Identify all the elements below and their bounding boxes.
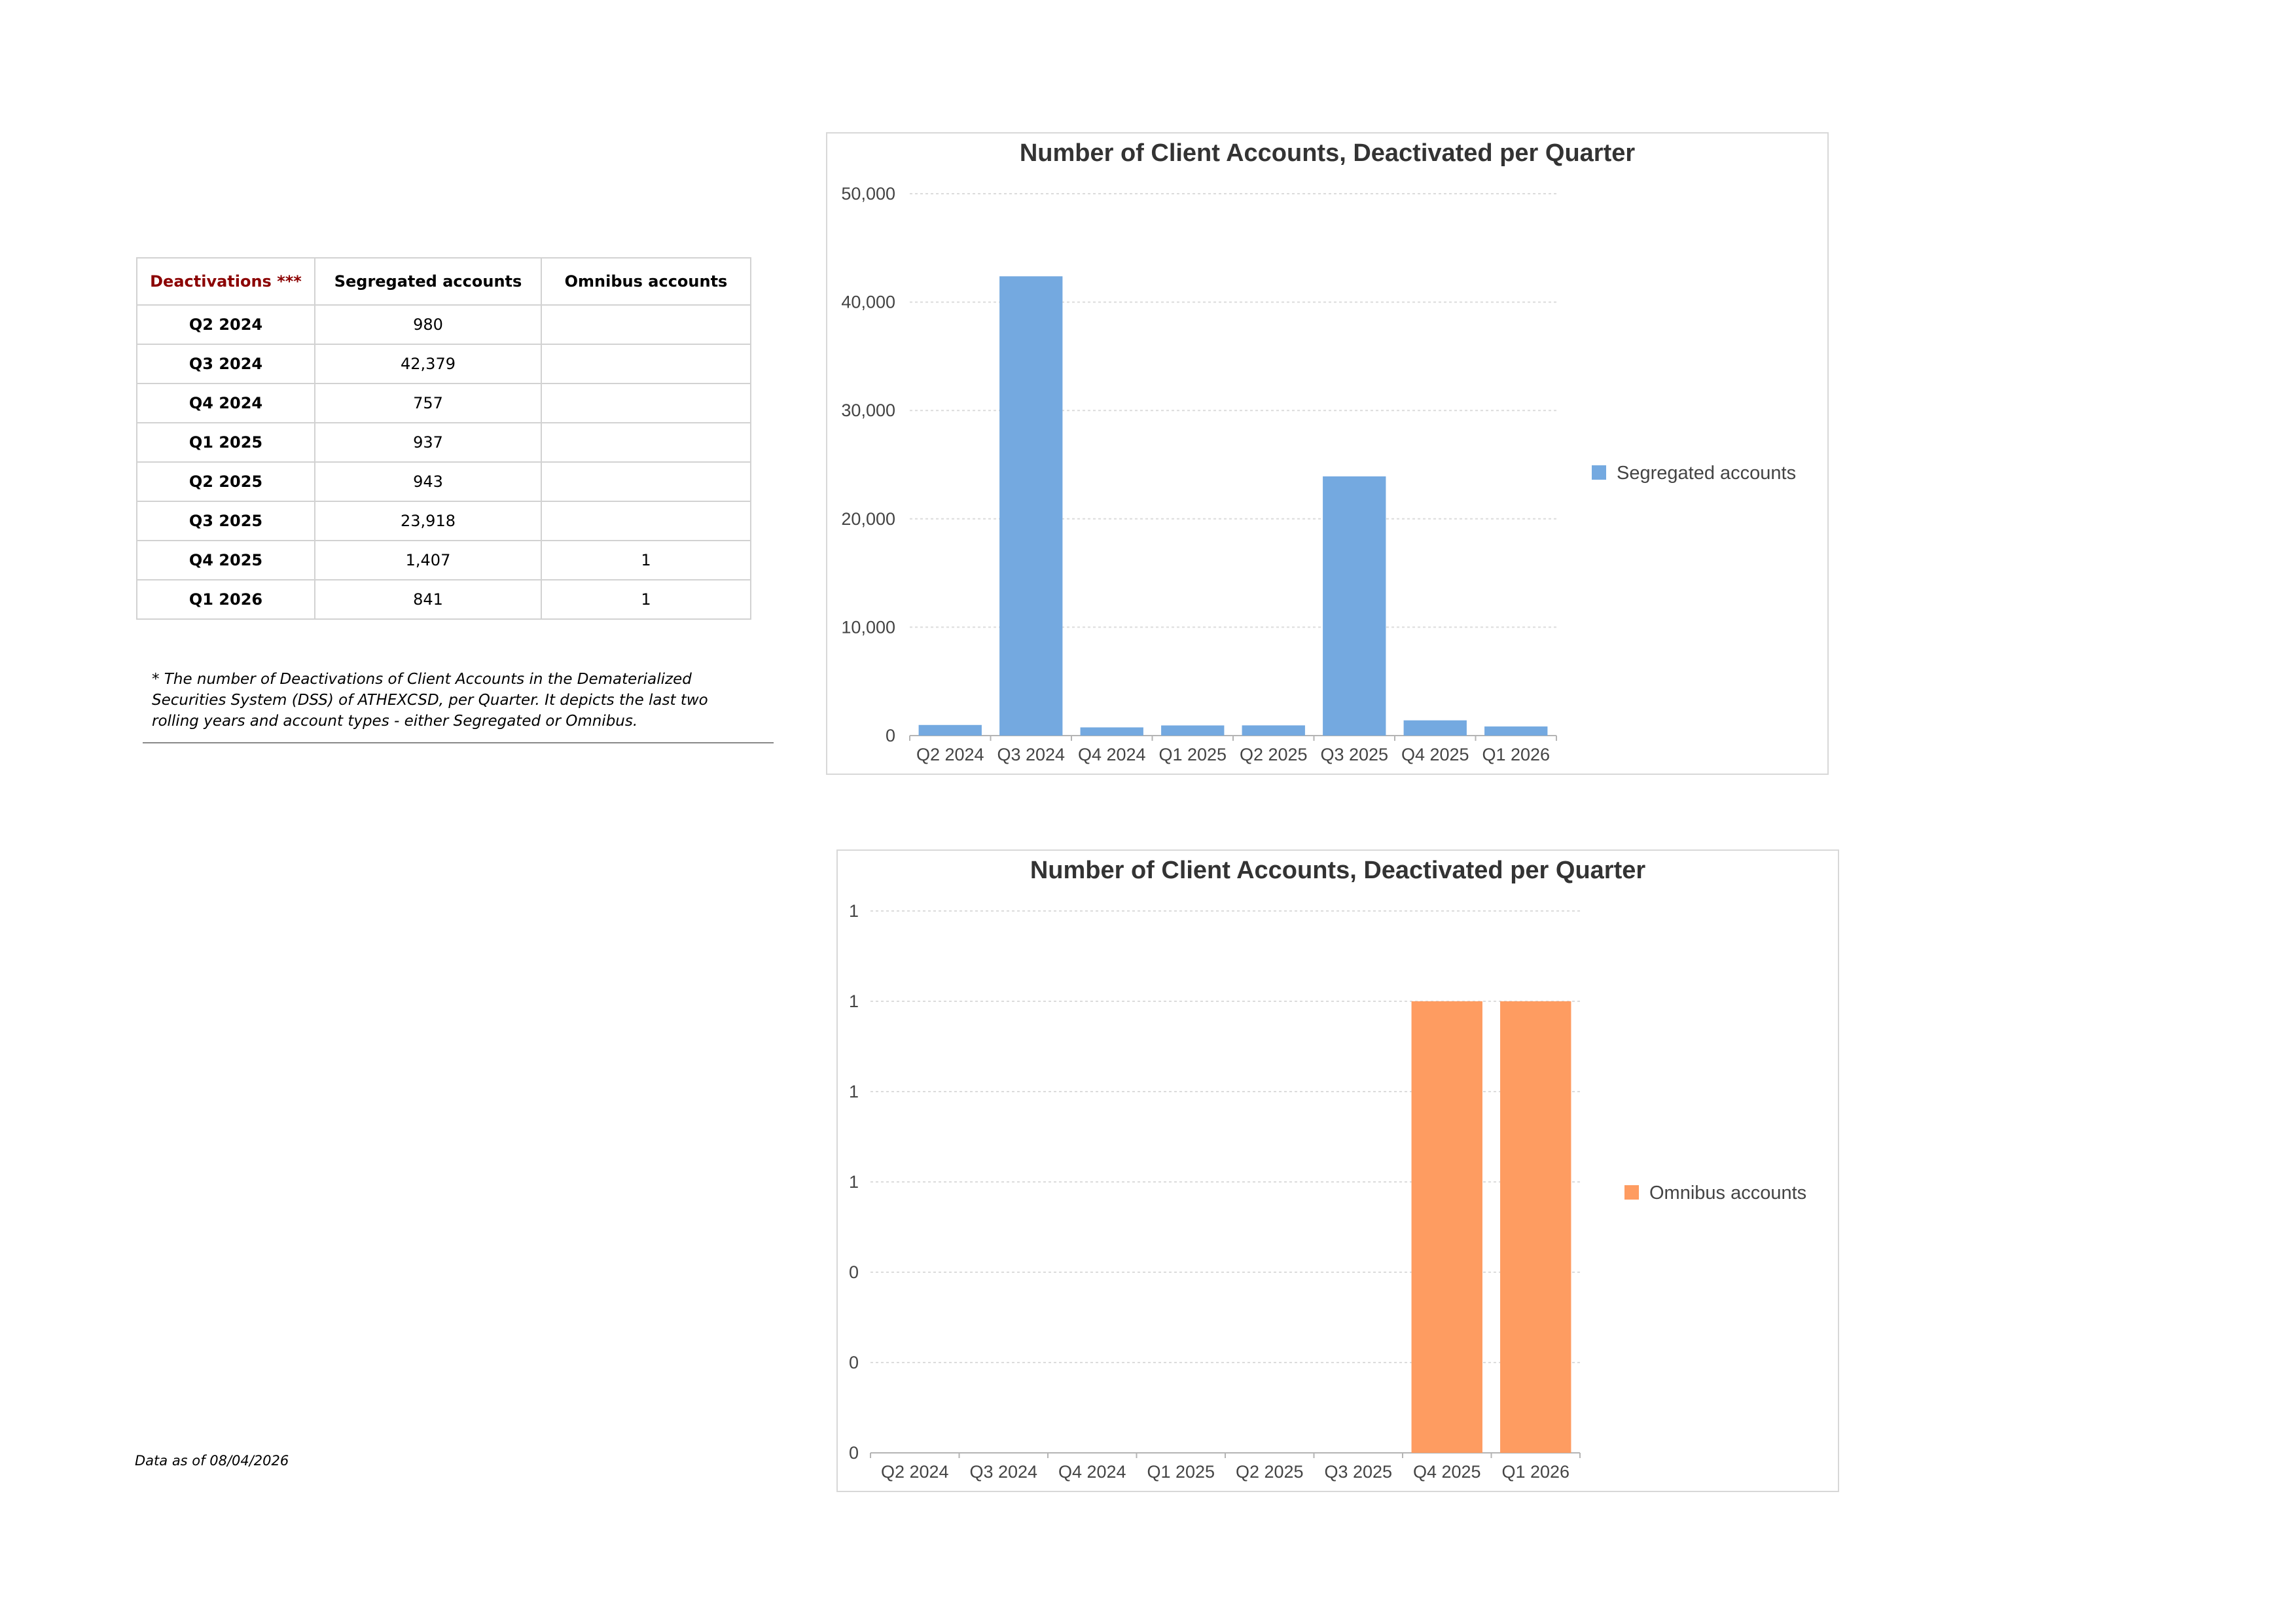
omnibus-cell: 1 [541, 541, 751, 580]
quarter-cell: Q1 2026 [137, 580, 315, 619]
segregated-cell: 23,918 [315, 501, 541, 541]
bar [1323, 476, 1386, 736]
column-header-deactivations: Deactivations *** [137, 258, 315, 305]
segregated-cell: 757 [315, 383, 541, 423]
table-row [137, 462, 751, 501]
table-row [137, 383, 751, 423]
y-tick-label: 1 [848, 991, 859, 1011]
quarter-cell: Q1 2025 [137, 423, 315, 462]
y-tick-label: 30,000 [841, 401, 895, 421]
table-row [137, 580, 751, 619]
x-tick-label: Q2 2024 [916, 745, 984, 764]
x-tick-label: Q1 2026 [1482, 745, 1551, 764]
legend-label: Segregated accounts [1617, 463, 1797, 484]
quarter-cell: Q2 2024 [137, 305, 315, 344]
bar [919, 725, 982, 736]
table-row [137, 344, 751, 383]
bar [999, 276, 1062, 736]
segregated-chart-svg [827, 134, 1827, 774]
table-row [137, 541, 751, 580]
segregated-cell: 841 [315, 580, 541, 619]
x-tick-label: Q1 2025 [1158, 745, 1227, 764]
x-tick-label: Q4 2025 [1412, 1462, 1481, 1482]
x-tick-label: Q1 2026 [1501, 1462, 1570, 1482]
y-tick-label: 10,000 [841, 617, 895, 637]
x-tick-label: Q3 2024 [969, 1462, 1038, 1482]
data-as-of-note: Data as of 08/04/2026 [135, 1453, 289, 1469]
footnote: * The number of Deactivations of Client Accounts in the Dematerialized Securities System (DSS) of ATHEXCSD, per Quarter. It depicts the last two rolling years and account types - either Segregated or Omnibus. [152, 671, 708, 730]
x-tick-label: Q2 2024 [880, 1462, 949, 1482]
y-tick-label: 40,000 [841, 292, 895, 312]
segregated-cell: 937 [315, 423, 541, 462]
legend-swatch [1624, 1185, 1639, 1200]
bar [1081, 727, 1143, 736]
x-tick-label: Q1 2025 [1147, 1462, 1215, 1482]
quarter-cell: Q3 2024 [137, 344, 315, 383]
bar [1484, 726, 1547, 736]
segregated-cell: 980 [315, 305, 541, 344]
x-tick-label: Q4 2025 [1401, 745, 1469, 764]
y-tick-label: 1 [848, 1172, 859, 1192]
omnibus-accounts-chart [836, 849, 1839, 1492]
chart-title: Number of Client Accounts, Deactivated per Quarter [1030, 857, 1646, 884]
y-tick-label: 0 [848, 1443, 859, 1463]
column-header-omnibus: Omnibus accounts [541, 258, 751, 305]
segregated-cell: 42,379 [315, 344, 541, 383]
chart-title: Number of Client Accounts, Deactivated per Quarter [1019, 139, 1636, 167]
quarter-cell: Q3 2025 [137, 501, 315, 541]
x-tick-label: Q3 2024 [997, 745, 1066, 764]
segregated-cell: 1,407 [315, 541, 541, 580]
x-tick-label: Q4 2024 [1077, 745, 1146, 764]
omnibus-cell [541, 305, 751, 344]
y-tick-label: 50,000 [841, 184, 895, 204]
table-row [137, 305, 751, 344]
segregated-accounts-chart [826, 132, 1829, 775]
quarter-cell: Q2 2025 [137, 462, 315, 501]
table-row [137, 423, 751, 462]
omnibus-cell: 1 [541, 580, 751, 619]
omnibus-cell [541, 501, 751, 541]
x-tick-label: Q3 2025 [1320, 745, 1389, 764]
x-tick-label: Q3 2025 [1324, 1462, 1393, 1482]
x-tick-label: Q4 2024 [1058, 1462, 1126, 1482]
omnibus-cell [541, 462, 751, 501]
bar [1161, 725, 1224, 736]
omnibus-cell [541, 383, 751, 423]
deactivations-table [136, 257, 751, 620]
table-header-row [137, 258, 751, 305]
y-tick-label: 1 [848, 1082, 859, 1101]
legend-swatch [1592, 465, 1606, 480]
y-tick-label: 1 [848, 901, 859, 921]
y-tick-label: 0 [848, 1353, 859, 1372]
bar [1242, 725, 1305, 736]
quarter-cell: Q4 2025 [137, 541, 315, 580]
bar [1412, 1001, 1482, 1453]
quarter-cell: Q4 2024 [137, 383, 315, 423]
footnote-divider [143, 742, 774, 743]
omnibus-cell [541, 423, 751, 462]
bar [1500, 1001, 1571, 1453]
x-tick-label: Q2 2025 [1235, 1462, 1304, 1482]
omnibus-chart-svg [838, 851, 1838, 1491]
legend-label: Omnibus accounts [1649, 1183, 1807, 1204]
y-tick-label: 20,000 [841, 508, 895, 529]
bar [1404, 721, 1467, 736]
segregated-cell: 943 [315, 462, 541, 501]
y-tick-label: 0 [848, 1262, 859, 1282]
column-header-segregated: Segregated accounts [315, 258, 541, 305]
x-tick-label: Q2 2025 [1239, 745, 1308, 764]
omnibus-cell [541, 344, 751, 383]
y-tick-label: 0 [885, 726, 895, 745]
table-row [137, 501, 751, 541]
